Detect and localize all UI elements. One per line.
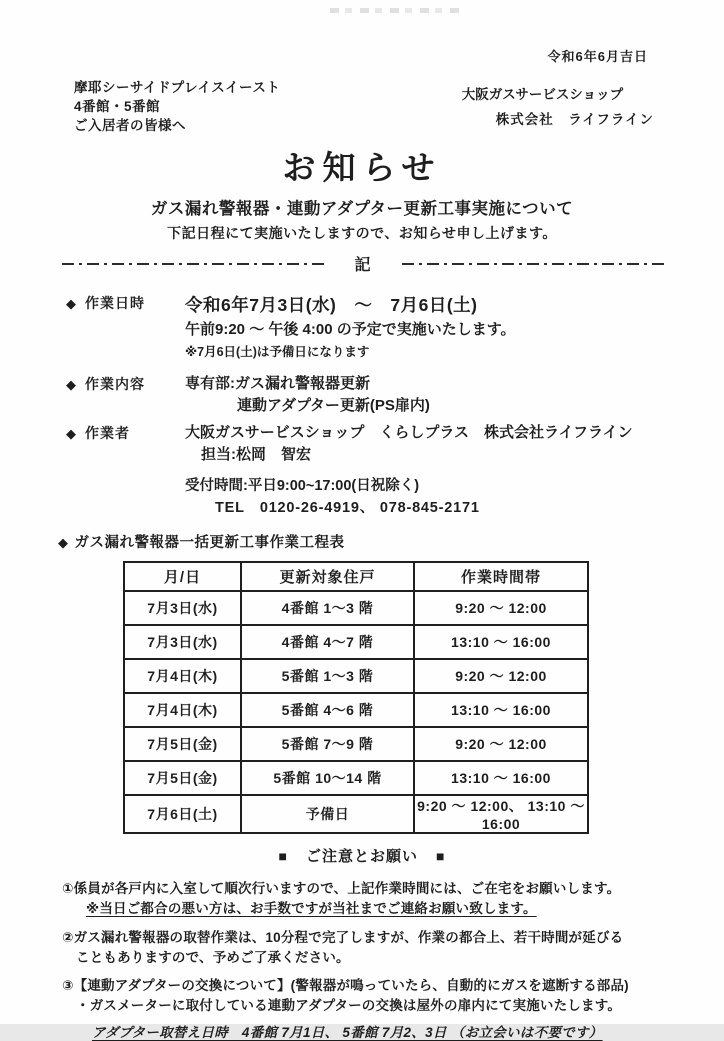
diamond-bullet-icon: ◆ (58, 535, 69, 550)
work-time-note: 午前9:20 ～ 午後 4:00 の予定で実施いたします。 (185, 321, 516, 338)
table-cell-time: 9:20 ～ 12:00 (414, 727, 588, 761)
worker-contact-person: 担当:松岡 智宏 (201, 446, 311, 463)
table-cell-date: 7月3日(水) (124, 625, 241, 659)
ki-divider-label: 記 (354, 257, 372, 274)
work-datetime-content (185, 293, 724, 361)
sender-block (462, 78, 654, 135)
table-cell-date: 7月4日(木) (124, 659, 241, 693)
note-2-line-2: こともありますので、予めご了承ください。 (76, 949, 350, 965)
work-date-range: 令和6年7月3日(水) ～ 7月6日(土) (185, 295, 478, 315)
square-icon-left: ■ (278, 848, 288, 864)
worker-content (185, 423, 724, 518)
ki-divider-dash-left (62, 263, 325, 265)
table-cell-date: 7月3日(水) (124, 591, 241, 625)
sender-company-name: 株式会社 ライフライン (495, 112, 654, 127)
adapter-replacement-schedule-line: アダプター取替え日時 4番館 7月1日、 5番館 7月2、3日 （お立会いは不要です） (92, 1025, 603, 1040)
diamond-bullet-icon: ◆ (66, 426, 77, 441)
schedule-table (123, 561, 589, 834)
table-header-date: 月/日 (124, 562, 241, 591)
section-work-content (0, 374, 724, 416)
table-row (124, 693, 588, 727)
table-cell-time: 13:10 ～ 16:00 (414, 625, 588, 659)
schedule-heading (0, 531, 724, 552)
worker-label: 作業者 (85, 425, 130, 441)
note-2 (0, 928, 724, 967)
table-cell-time: 9:20 ～ 12:00 (414, 591, 588, 625)
section-label-worker (66, 423, 185, 518)
table-row (124, 591, 588, 625)
table-cell-time: 13:10 ～ 16:00 (414, 761, 588, 795)
notice-subject: ガス漏れ警報器・連動アダプター更新工事実施について (150, 200, 574, 218)
notes-heading (0, 845, 724, 866)
table-row (124, 625, 588, 659)
sender-shop-name: 大阪ガスサービスショップ (461, 87, 624, 102)
note-1-line-1: ①係員が各戸内に入室して順次行いますので、上記作業時間には、ご在宅をお願いします。 (62, 881, 621, 896)
table-cell-date: 7月5日(金) (124, 761, 241, 795)
worker-company-line: 大阪ガスサービスショップ くらしプラス 株式会社ライフライン (185, 424, 633, 441)
table-row-reserve-day (124, 795, 588, 833)
table-cell-date: 7月5日(金) (124, 727, 241, 761)
ki-divider (62, 252, 664, 275)
note-2-line-1: ②ガス漏れ警報器の取替作業は、10分程で完了しますが、作業の都合上、若干時間が延びる (62, 930, 624, 945)
table-row (124, 761, 588, 795)
recipient-salutation: ご入居者の皆様へ (74, 118, 186, 133)
note-1-line-2: ※当日ご都合の悪い方は、お手数ですが当社までご連絡お願い致します。 (86, 900, 537, 916)
ki-divider-dash-right (402, 263, 665, 265)
work-content-line-1: 専有部:ガス漏れ警報器更新 (185, 375, 370, 392)
table-cell-target: 5番館 7～9 階 (241, 727, 414, 761)
schedule-heading-text: ガス漏れ警報器一括更新工事作業工程表 (74, 535, 345, 551)
diamond-bullet-icon: ◆ (66, 377, 77, 392)
section-label-work-content (66, 374, 185, 416)
table-cell-date: 7月4日(木) (124, 693, 241, 727)
work-content-content (185, 374, 724, 416)
page-title: お知らせ (282, 149, 442, 186)
table-cell-date: 7月6日(土) (124, 795, 241, 833)
issue-date: 令和6年6月吉日 (547, 49, 648, 64)
table-cell-time: 9:20 ～ 12:00 (414, 659, 588, 693)
table-cell-time: 13:10 ～ 16:00 (414, 693, 588, 727)
section-worker (0, 423, 724, 518)
table-cell-time: 9:20 ～ 12:00、 13:10 ～ 16:00 (414, 795, 588, 833)
recipient-building-name: 摩耶シーサイドプレイスイースト (74, 80, 281, 95)
recipient-building-numbers: 4番館・5番館 (74, 99, 161, 114)
table-header-time: 作業時間帯 (414, 562, 588, 591)
section-label-work-datetime (66, 293, 185, 361)
note-1 (0, 879, 724, 918)
note-3-line-2: ・ガスメーターに取付している連動アダプターの交換は屋外の扉内にて実施いたします。 (76, 997, 622, 1013)
recipient-block (74, 78, 280, 135)
table-cell-target: 5番館 4～6 階 (241, 693, 414, 727)
notes-heading-text: ご注意とお願い (305, 848, 418, 865)
table-cell-target: 4番館 1～3 階 (241, 591, 414, 625)
table-cell-target: 予備日 (241, 795, 414, 833)
square-icon-right: ■ (436, 848, 446, 864)
scan-artifact (330, 8, 460, 13)
note-3 (0, 976, 724, 1015)
work-content-label: 作業内容 (85, 376, 145, 392)
reserve-day-note: ※7月6日(土)は予備日になります (185, 345, 370, 359)
diamond-bullet-icon: ◆ (66, 296, 77, 311)
table-row (124, 659, 588, 693)
table-header-row (124, 562, 588, 591)
section-work-datetime (0, 293, 724, 361)
table-cell-target: 5番館 10～14 階 (241, 761, 414, 795)
note-3-line-1: ③【連動アダプターの交換について】(警報器が鳴っていたら、自動的にガスを遮断する部品) (62, 978, 629, 993)
table-header-target: 更新対象住戸 (241, 562, 414, 591)
table-cell-target: 5番館 1～3 階 (241, 659, 414, 693)
tel-numbers: TEL 0120-26-4919、 078-845-2171 (215, 500, 480, 516)
table-cell-target: 4番館 4～7 階 (241, 625, 414, 659)
reception-hours: 受付時間:平日9:00~17:00(日祝除く) (185, 478, 420, 494)
table-row (124, 727, 588, 761)
parties-block (0, 65, 724, 135)
work-content-line-2: 連動アダプター更新(PS扉内) (237, 397, 430, 414)
notice-lead-text: 下記日程にて実施いたしますので、お知らせ申し上げます。 (167, 225, 557, 241)
work-datetime-label: 作業日時 (85, 295, 145, 311)
